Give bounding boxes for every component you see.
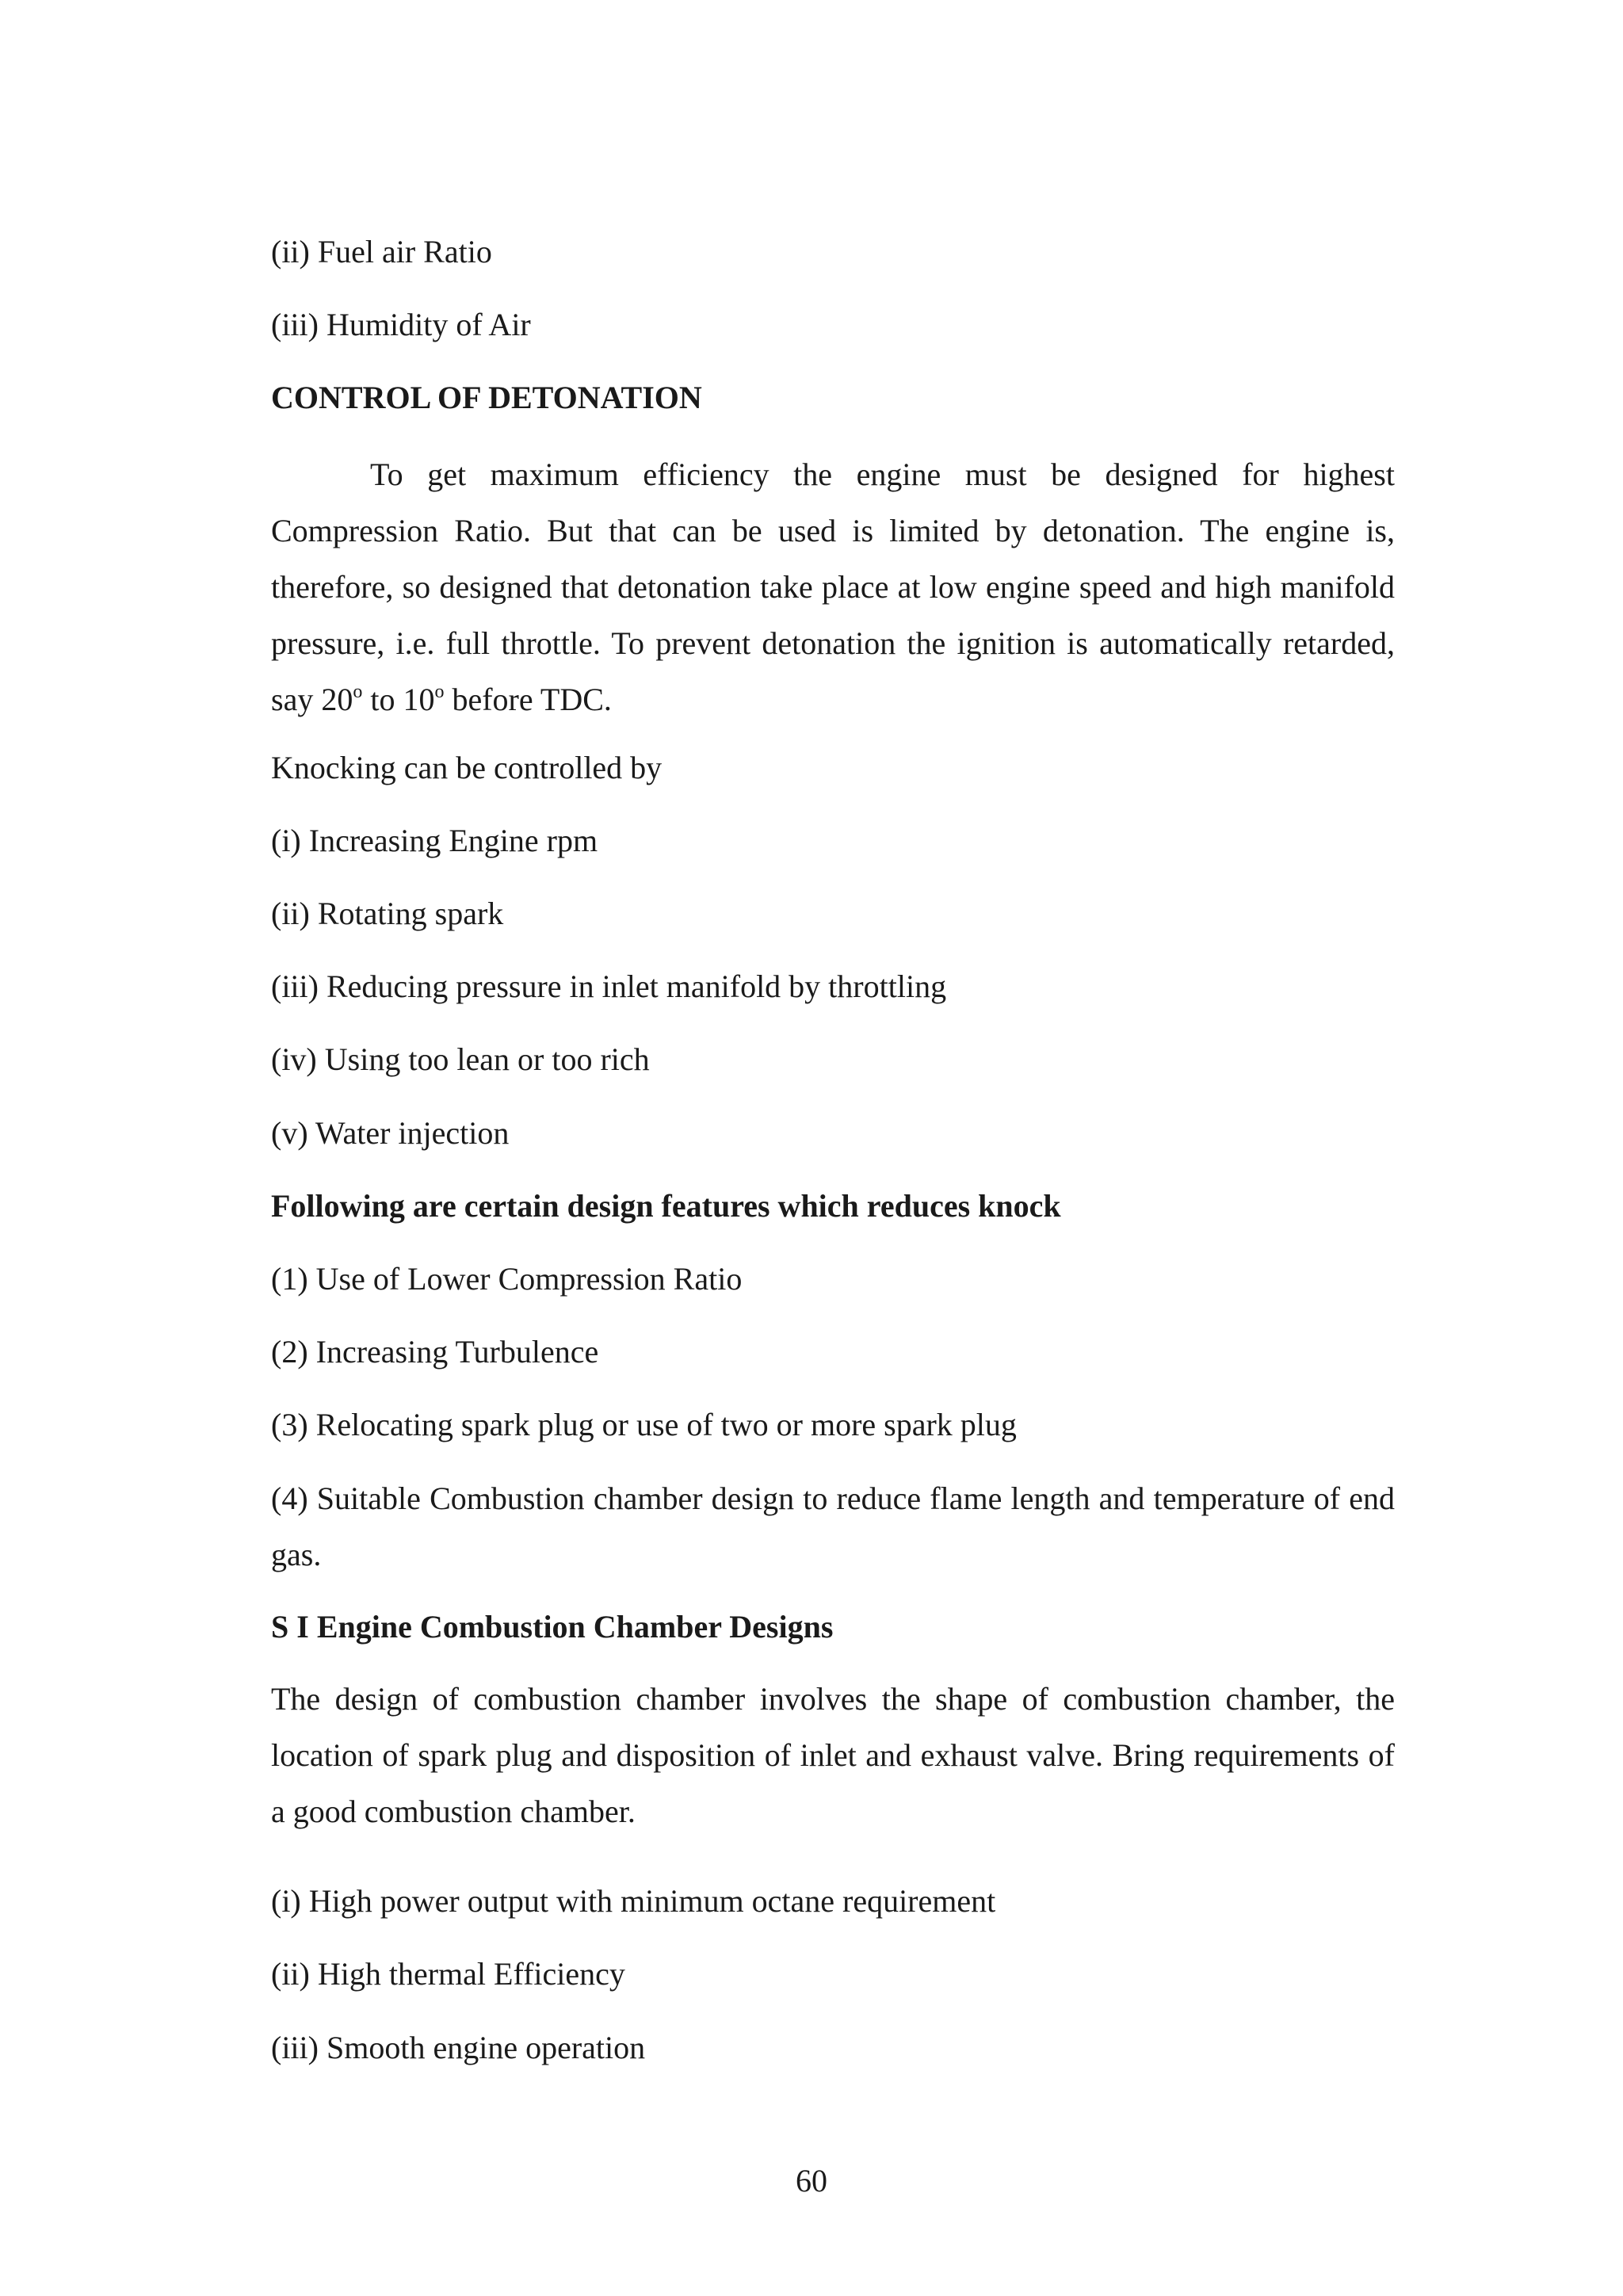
section-heading: Following are certain design features which reduces knock [271,1188,1061,1224]
paragraph-text: before TDC. [444,682,612,717]
list-item: (4) Suitable Combustion chamber design to reduce flame length and temperature of end gas. [271,1480,1395,1572]
paragraph-text: To get maximum efficiency the engine must be designed for highest Compression Ratio. But that can be used is limited by detonation. The engine is, therefore, so designed that detonation take place at low engine speed and high manifold pressure, i.e. full throttle. To prevent detonation the ignition is automatically retarded, say 20 [271,457,1395,717]
list-item: (iv) Using too lean or too rich [271,1041,650,1077]
list-item: (3) Relocating spark plug or use of two or more spark plug [271,1407,1017,1442]
paragraph-text: to 10 [362,682,435,717]
list-item: (1) Use of Lower Compression Ratio [271,1261,743,1297]
list-item: (i) High power output with minimum octane requirement [271,1883,996,1919]
list-item: (iii) Smooth engine operation [271,2030,646,2065]
degree-superscript: o [434,682,445,702]
list-item: (iii) Reducing pressure in inlet manifold by throttling [271,968,947,1004]
list-item: (v) Water injection [271,1115,510,1151]
factor-item: (iii) Humidity of Air [271,307,531,342]
list-item: (2) Increasing Turbulence [271,1334,599,1370]
factor-item: (ii) Fuel air Ratio [271,234,492,269]
list-item: (i) Increasing Engine rpm [271,823,598,858]
degree-superscript: o [353,682,363,702]
section-heading: S I Engine Combustion Chamber Designs [271,1609,834,1645]
chamber-paragraph: The design of combustion chamber involves the shape of combustion chamber, the location of spark plug and disposition of inlet and exhaust valve. Bring requirements of a good combustion chamber. [271,1681,1395,1829]
knocking-intro: Knocking can be controlled by [271,750,663,785]
list-item: (ii) Rotating spark [271,896,504,931]
section-heading: CONTROL OF DETONATION [271,380,702,415]
page-number: 60 [796,2163,827,2199]
list-item: (ii) High thermal Efficiency [271,1956,625,1992]
control-paragraph [271,446,1395,728]
